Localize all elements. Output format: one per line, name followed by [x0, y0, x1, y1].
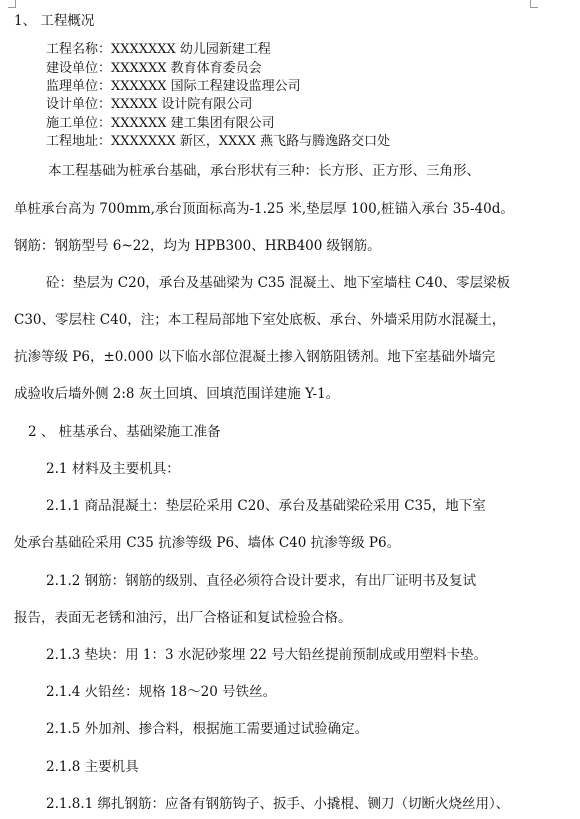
- item-2-1-1-line-2: 处承台基础砼采用 C35 抗渗等级 P6、墙体 C40 抗渗等级 P6。: [14, 535, 401, 551]
- paragraph-2-line-1: 砼：垫层为 C20，承台及基础梁为 C35 混凝土、地下室墙柱 C40、零层梁板: [46, 275, 511, 291]
- item-2-1-8: 2.1.8 主要机具: [46, 759, 139, 775]
- item-2-1-2-line-1: 2.1.2 钢筋：钢筋的级别、直径必须符合设计要求，有出厂证明书及复试: [46, 573, 477, 589]
- paragraph-2-line-4: 成验收后墙外侧 2:8 灰土回填、回填范围详建施 Y-1。: [14, 386, 340, 402]
- item-2-1-5: 2.1.5 外加剂、掺合料，根据施工需要通过试验确定。: [46, 721, 369, 737]
- item-2-1-3: 2.1.3 垫块：用 1：3 水泥砂浆埋 22 号大铅丝提前预制成或用塑料卡垫。: [46, 647, 488, 663]
- item-2-1-8-1: 2.1.8.1 绑扎钢筋：应备有钢筋钩子、扳手、小撬棍、铡刀（切断火烧丝用）、: [46, 796, 510, 812]
- item-2-1-4: 2.1.4 火铅丝：规格 18～20 号铁丝。: [46, 684, 277, 700]
- paragraph-1-line-2: 单桩承台高为 700mm,承台顶面标高为-1.25 米,垫层厚 100,桩锚入承台 35-40d。: [14, 201, 514, 217]
- construction-unit: 建设单位：XXXXXX 教育体育委员会: [46, 61, 262, 76]
- item-2-1-2-line-2: 报告，表面无老锈和油污，出厂合格证和复试检验合格。: [14, 610, 352, 626]
- paragraph-1-line-3: 钢筋：钢筋型号 6~22，均为 HPB300、HRB400 级钢筋。: [14, 238, 381, 254]
- design-unit: 设计单位：XXXXX 设计院有限公司: [46, 97, 253, 112]
- section-2-heading: 2 、 桩基承台、基础梁施工准备: [28, 424, 221, 440]
- project-address: 工程地址：XXXXXXX 新区，XXXX 燕飞路与腾逸路交口处: [46, 134, 391, 149]
- contractor-unit: 施工单位：XXXXXX 建工集团有限公司: [46, 116, 275, 131]
- paragraph-2-line-3: 抗渗等级 P6，±0.000 以下临水部位混凝土掺入钢筋阻锈剂。地下室基础外墙完: [14, 349, 496, 365]
- supervision-unit: 监理单位：XXXXXX 国际工程建设监理公司: [46, 79, 301, 94]
- item-2-1-1-line-1: 2.1.1 商品混凝土：垫层砼采用 C20、承台及基础梁砼采用 C35，地下室: [46, 498, 486, 514]
- section-1-heading: 1、 工程概况: [14, 13, 95, 29]
- paragraph-2-line-2: C30、零层柱 C40，注；本工程局部地下室处底板、承台、外墙采用防水混凝土，: [14, 312, 506, 328]
- subsection-2-1-heading: 2.1 材料及主要机具：: [46, 461, 180, 477]
- paragraph-1-line-1: 本工程基础为桩承台基础，承台形状有三种：长方形、正方形、三角形、: [48, 163, 480, 179]
- project-name: 工程名称：XXXXXXX 幼儿园新建工程: [46, 42, 271, 57]
